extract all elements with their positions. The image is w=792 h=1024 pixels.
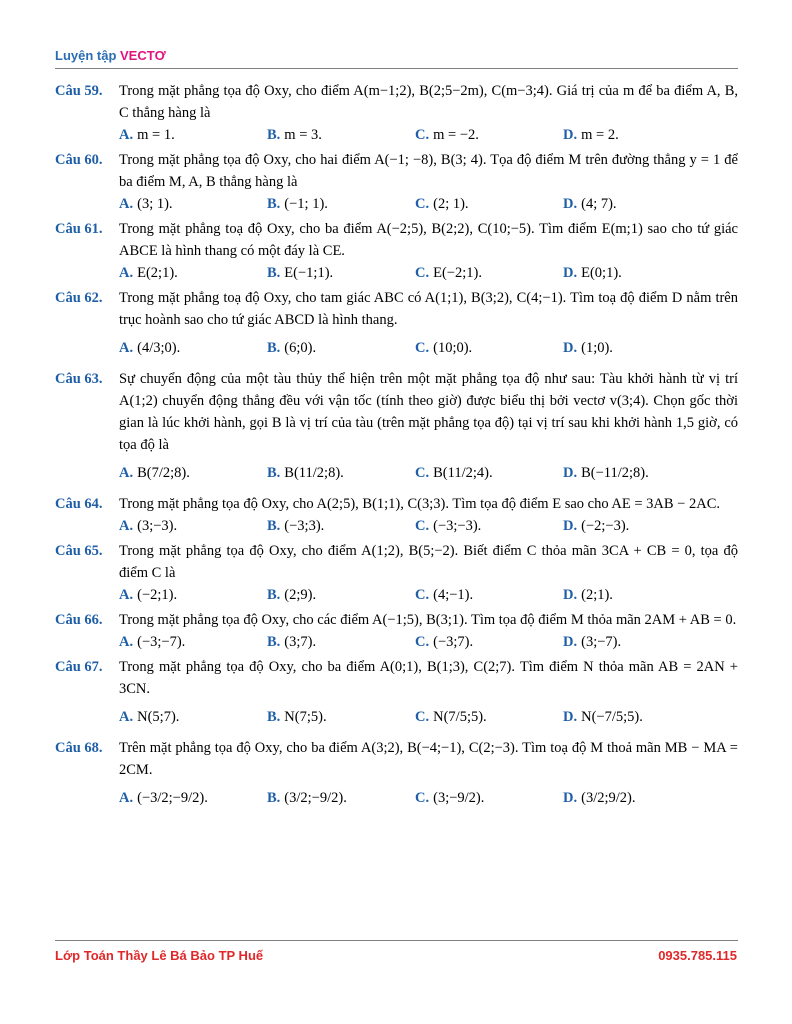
options: [119, 262, 738, 284]
question-text: Sự chuyển động của một tàu thủy thể hiện trên một mặt phẳng tọa độ như sau: Tàu khởi hành từ vị trí A(1;2) chuyển động thẳng đều với vận tốc (tính theo giờ) được biểu thị bởi vectơ v(3;4). Chọn gốc thời gian là lúc khởi hành, gọi B là vị trí của tàu (trên mặt phẳng tọa độ) tại vị trí sau khi khởi hành 1,5 giờ, có tọa độ là: [119, 371, 738, 453]
question-61: [55, 218, 738, 284]
question-text: Trong mặt phẳng toạ độ Oxy, cho ba điểm A(−2;5), B(2;2), C(10;−5). Tìm điểm E(m;1) sao cho tứ giác ABCE là hình thang có một đáy là CE.: [119, 221, 738, 259]
option-d[interactable]: D. (3/2;9/2).: [563, 790, 636, 806]
option-c[interactable]: C. m = −2.: [415, 127, 479, 143]
option-b[interactable]: B. (3;7).: [267, 634, 317, 650]
question-64: [55, 493, 738, 537]
option-d[interactable]: D. (4; 7).: [563, 196, 617, 212]
option-b[interactable]: B. (3/2;−9/2).: [267, 790, 347, 806]
page-header: [55, 48, 166, 63]
question-68: [55, 737, 738, 815]
question-text: Trong mặt phẳng toạ độ Oxy, cho tam giác ABC có A(1;1), B(3;2), C(4;−1). Tìm toạ độ điểm D nằm trên trục hoành sao cho tứ giác ABCD là hình thang.: [119, 290, 738, 328]
option-c[interactable]: C. (−3;−3).: [415, 518, 482, 534]
options: [119, 456, 738, 490]
question-text: Trong mặt phẳng tọa độ Oxy, cho điểm A(1;2), B(5;−2). Biết điểm C thỏa mãn 3CA + CB = 0, tọa độ điểm C là: [119, 543, 738, 581]
options: [119, 331, 738, 365]
options: [119, 193, 738, 215]
question-60: [55, 149, 738, 215]
question-text: Trong mặt phẳng tọa độ Oxy, cho các điểm A(−1;5), B(3;1). Tìm tọa độ điểm M thỏa mãn 2AM + AB = 0.: [119, 612, 737, 628]
header-title-part1: Luyện tập: [55, 48, 121, 63]
question-text: Trong mặt phẳng tọa độ Oxy, cho ba điểm A(0;1), B(1;3), C(2;7). Tìm điểm N thỏa mãn AB = 2AN + 3CN.: [119, 659, 738, 697]
option-d[interactable]: D. (1;0).: [563, 340, 613, 356]
options: [119, 631, 738, 653]
question-number: Câu 67.: [55, 659, 103, 675]
option-a[interactable]: A. (−3/2;−9/2).: [119, 790, 208, 806]
option-d[interactable]: D. (3;−7).: [563, 634, 622, 650]
question-number: Câu 59.: [55, 83, 103, 99]
option-b[interactable]: B. E(−1;1).: [267, 265, 334, 281]
question-67: [55, 656, 738, 734]
footer-left: Lớp Toán Thầy Lê Bá Bảo TP Huế: [55, 948, 264, 963]
option-c[interactable]: C. B(11/2;4).: [415, 465, 493, 481]
footer-right: 0935.785.115: [658, 948, 737, 963]
question-text: Trong mặt phẳng tọa độ Oxy, cho A(2;5), B(1;1), C(3;3). Tìm tọa độ điểm E sao cho AE = 3AB − 2AC.: [119, 496, 721, 512]
question-66: [55, 609, 738, 653]
options: [119, 515, 738, 537]
option-b[interactable]: B. (−3;3).: [267, 518, 325, 534]
question-59: [55, 80, 738, 146]
footer-rule: [55, 940, 738, 941]
question-number: Câu 68.: [55, 740, 103, 756]
options: [119, 700, 738, 734]
option-c[interactable]: C. (10;0).: [415, 340, 473, 356]
options: [119, 584, 738, 606]
question-number: Câu 63.: [55, 371, 103, 387]
question-number: Câu 64.: [55, 496, 103, 512]
option-d[interactable]: D. m = 2.: [563, 127, 619, 143]
option-b[interactable]: B. m = 3.: [267, 127, 322, 143]
option-b[interactable]: B. (6;0).: [267, 340, 317, 356]
question-number: Câu 66.: [55, 612, 103, 628]
question-62: [55, 287, 738, 365]
option-c[interactable]: C. (3;−9/2).: [415, 790, 485, 806]
question-text: Trong mặt phẳng tọa độ Oxy, cho điểm A(m−1;2), B(2;5−2m), C(m−3;4). Giá trị của m để ba điểm A, B, C thẳng hàng là: [119, 83, 738, 121]
option-a[interactable]: A. (3; 1).: [119, 196, 173, 212]
option-b[interactable]: B. (2;9).: [267, 587, 317, 603]
option-d[interactable]: D. (2;1).: [563, 587, 613, 603]
option-a[interactable]: A. E(2;1).: [119, 265, 178, 281]
option-a[interactable]: A. (−2;1).: [119, 587, 178, 603]
options: [119, 781, 738, 815]
option-b[interactable]: B. (−1; 1).: [267, 196, 328, 212]
option-a[interactable]: A. (−3;−7).: [119, 634, 186, 650]
question-number: Câu 60.: [55, 152, 103, 168]
option-a[interactable]: A. (4/3;0).: [119, 340, 181, 356]
option-d[interactable]: D. B(−11/2;8).: [563, 465, 649, 481]
question-text: Trong mặt phẳng tọa độ Oxy, cho hai điểm A(−1; −8), B(3; 4). Tọa độ điểm M trên đường thẳng y = 1 để ba điểm M, A, B thẳng hàng là: [119, 152, 738, 190]
question-text: Trên mặt phẳng tọa độ Oxy, cho ba điểm A(3;2), B(−4;−1), C(2;−3). Tìm toạ độ M thoả mãn MB − MA = 2CM.: [119, 740, 738, 778]
options: [119, 124, 738, 146]
question-list: [55, 80, 738, 818]
question-number: Câu 61.: [55, 221, 103, 237]
header-rule: [55, 68, 738, 69]
question-65: [55, 540, 738, 606]
option-a[interactable]: A. m = 1.: [119, 127, 175, 143]
header-title-part2: VECTƠ: [120, 48, 166, 63]
option-d[interactable]: D. N(−7/5;5).: [563, 709, 643, 725]
option-b[interactable]: B. B(11/2;8).: [267, 465, 344, 481]
option-b[interactable]: B. N(7;5).: [267, 709, 327, 725]
option-c[interactable]: C. (2; 1).: [415, 196, 469, 212]
option-a[interactable]: A. N(5;7).: [119, 709, 180, 725]
option-d[interactable]: D. (−2;−3).: [563, 518, 630, 534]
option-c[interactable]: C. (−3;7).: [415, 634, 474, 650]
option-c[interactable]: C. E(−2;1).: [415, 265, 482, 281]
question-63: [55, 368, 738, 490]
option-a[interactable]: A. B(7/2;8).: [119, 465, 190, 481]
question-number: Câu 65.: [55, 543, 103, 559]
option-c[interactable]: C. (4;−1).: [415, 587, 474, 603]
option-c[interactable]: C. N(7/5;5).: [415, 709, 487, 725]
option-a[interactable]: A. (3;−3).: [119, 518, 178, 534]
question-number: Câu 62.: [55, 290, 103, 306]
option-d[interactable]: D. E(0;1).: [563, 265, 622, 281]
